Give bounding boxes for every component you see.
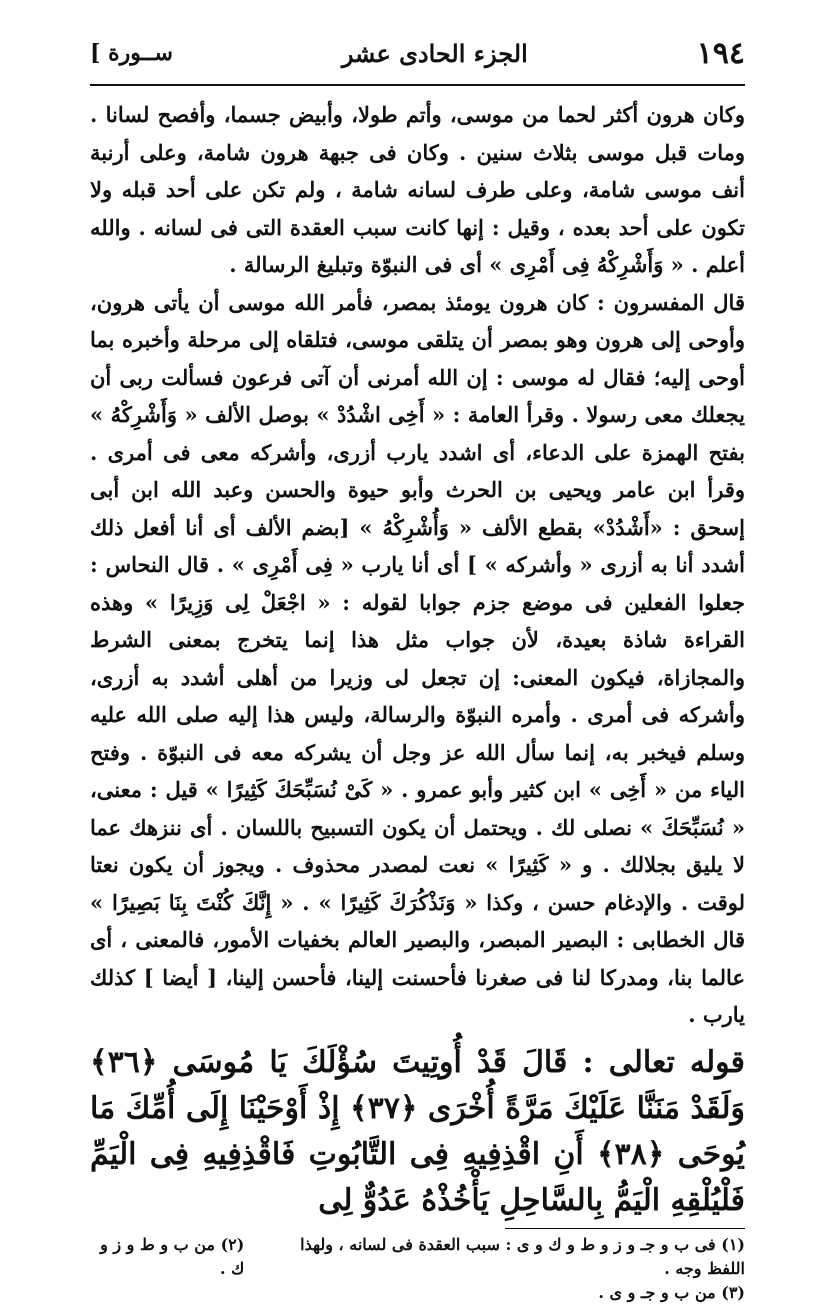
footnote-rule bbox=[505, 1228, 745, 1229]
paragraph: وكان هرون أكثر لحما من موسى، وأتم طولا، وأبيض جسما، وأفصح لسانا . ومات قبل موسى بثلاث سنين . وكان فى جبهة هرون شامة، وعلى أرنبة أنف موسى شامة، وعلى طرف لسانه شامة ، ولم تكن على أحد قبله ولا تكون على أحد بعده ، وقيل : إنها كانت سبب العقدة التى فى لسانه . والله أعلم . « وَأَشْرِكْهُ فِى أَمْرِى » أى فى النبوّة وتبليغ الرسالة . bbox=[90, 102, 745, 277]
footnote-1: (١) فى ب و جـ و ز و ط و ك و ى : سبب العقدة فى لسانه ، ولهذا اللفظ وجه . bbox=[300, 1234, 745, 1278]
surah-label: [ ســورة bbox=[90, 40, 173, 66]
footnote-2: (٢) من ب و ط و ز و ك . bbox=[100, 1234, 245, 1278]
footnote-row bbox=[90, 1233, 745, 1281]
page-number: ١٩٤ bbox=[696, 35, 745, 71]
quran-verse: قوله تعالى : قَالَ قَدْ أُوتِيتَ سُؤْلَكَ يَا مُوسَى ﴿٣٦﴾ وَلَقَدْ مَنَنَّا عَلَيْكَ مَرَّةً أُخْرَى ﴿٣٧﴾ إِذْ أَوْحَيْنَا إِلَى أُمِّكَ مَا يُوحَى ﴿٣٨﴾ أَنِ اقْذِفِيهِ فِى التَّابُوتِ فَاقْذِفِيهِ فِى الْيَمِّ فَلْيُلْقِهِ الْيَمُّ بِالسَّاحِلِ يَأْخُذْهُ عَدُوٌّ لِى bbox=[90, 1044, 745, 1218]
footnote-3: (٣) من ب و جـ و ى . bbox=[598, 1282, 745, 1302]
main-text bbox=[90, 96, 745, 1224]
running-title: الجزء الحادى عشر bbox=[341, 38, 528, 68]
paragraph: قال المفسرون : كان هرون يومئذ بمصر، فأمر الله موسى أن يأتى هرون، وأوحى إلى هرون وهو بمصر أن يتلقى موسى، فتلقاه إلى مرحلة وأخبره بما أوحى إليه؛ فقال له موسى : إن الله أمرنى أن آتى فرعون فسألت ربى أن يجعلك معى رسولا . وقرأ العامة : « أَخِى اشْدُدْ » بوصل الألف « وَأَشْرِكْهُ » بفتح الهمزة على الدعاء، أى اشدد يارب أزرى، وأشركه معى فى أمرى . وقرأ ابن عامر ويحيى بن الحرث وأبو حيوة والحسن وعبد الله ابن أبى إسحق : «أَشْدُدْ» بقطع الألف « وَأُشْرِكْهُ » [بضم الألف أى أنا أفعل ذلك أشدد أنا به أزرى « وأشركه » ] أى أنا يارب « فِى أَمْرِى » . قال النحاس : جعلوا الفعلين فى موضع جزم جوابا لقوله : « اجْعَلْ لِى وَزِيرًا » وهذه القراءة شاذة بعيدة، لأن جواب مثل هذا إنما يتخرج بمعنى الشرط والمجازاة، فيكون المعنى: إن تجعل لى وزيرا من أهلى أشدد به أزرى، وأشركه فى أمرى . وأمره النبوّة والرسالة، وليس هذا إليه صلى الله عليه وسلم فيخبر به، إنما سأل الله عز وجل أن يشركه معه فى النبوّة . وفتح الياء من « أَخِى » ابن كثير وأبو عمرو . « كَىْ نُسَبِّحَكَ كَثِيرًا » قيل : معنى، « نُسَبِّحَكَ » نصلى لك . ويحتمل أن يكون التسبيح باللسان . أى ننزهك عما لا يليق بجلالك . و « كَثِيرًا » نعت لمصدر محذوف . ويجوز أن يكون نعتا لوقت . والإدغام حسن ، وكذا « وَنَذْكُرَكَ كَثِيرًا » . « إِنَّكَ كُنْتَ بِنَا بَصِيرًا » قال الخطابى : البصير المبصر، والبصير العالم بخفيات الأمور، فالمعنى ، أى عالما بنا، ومدركا لنا فى صغرنا فأحسنت إلينا، فأحسن إلينا، [ أيضا ] كذلك يارب . bbox=[90, 289, 745, 1027]
header-rule bbox=[90, 84, 745, 86]
page-header bbox=[90, 28, 745, 78]
footnote-row bbox=[90, 1281, 745, 1305]
footnotes bbox=[90, 1233, 745, 1305]
